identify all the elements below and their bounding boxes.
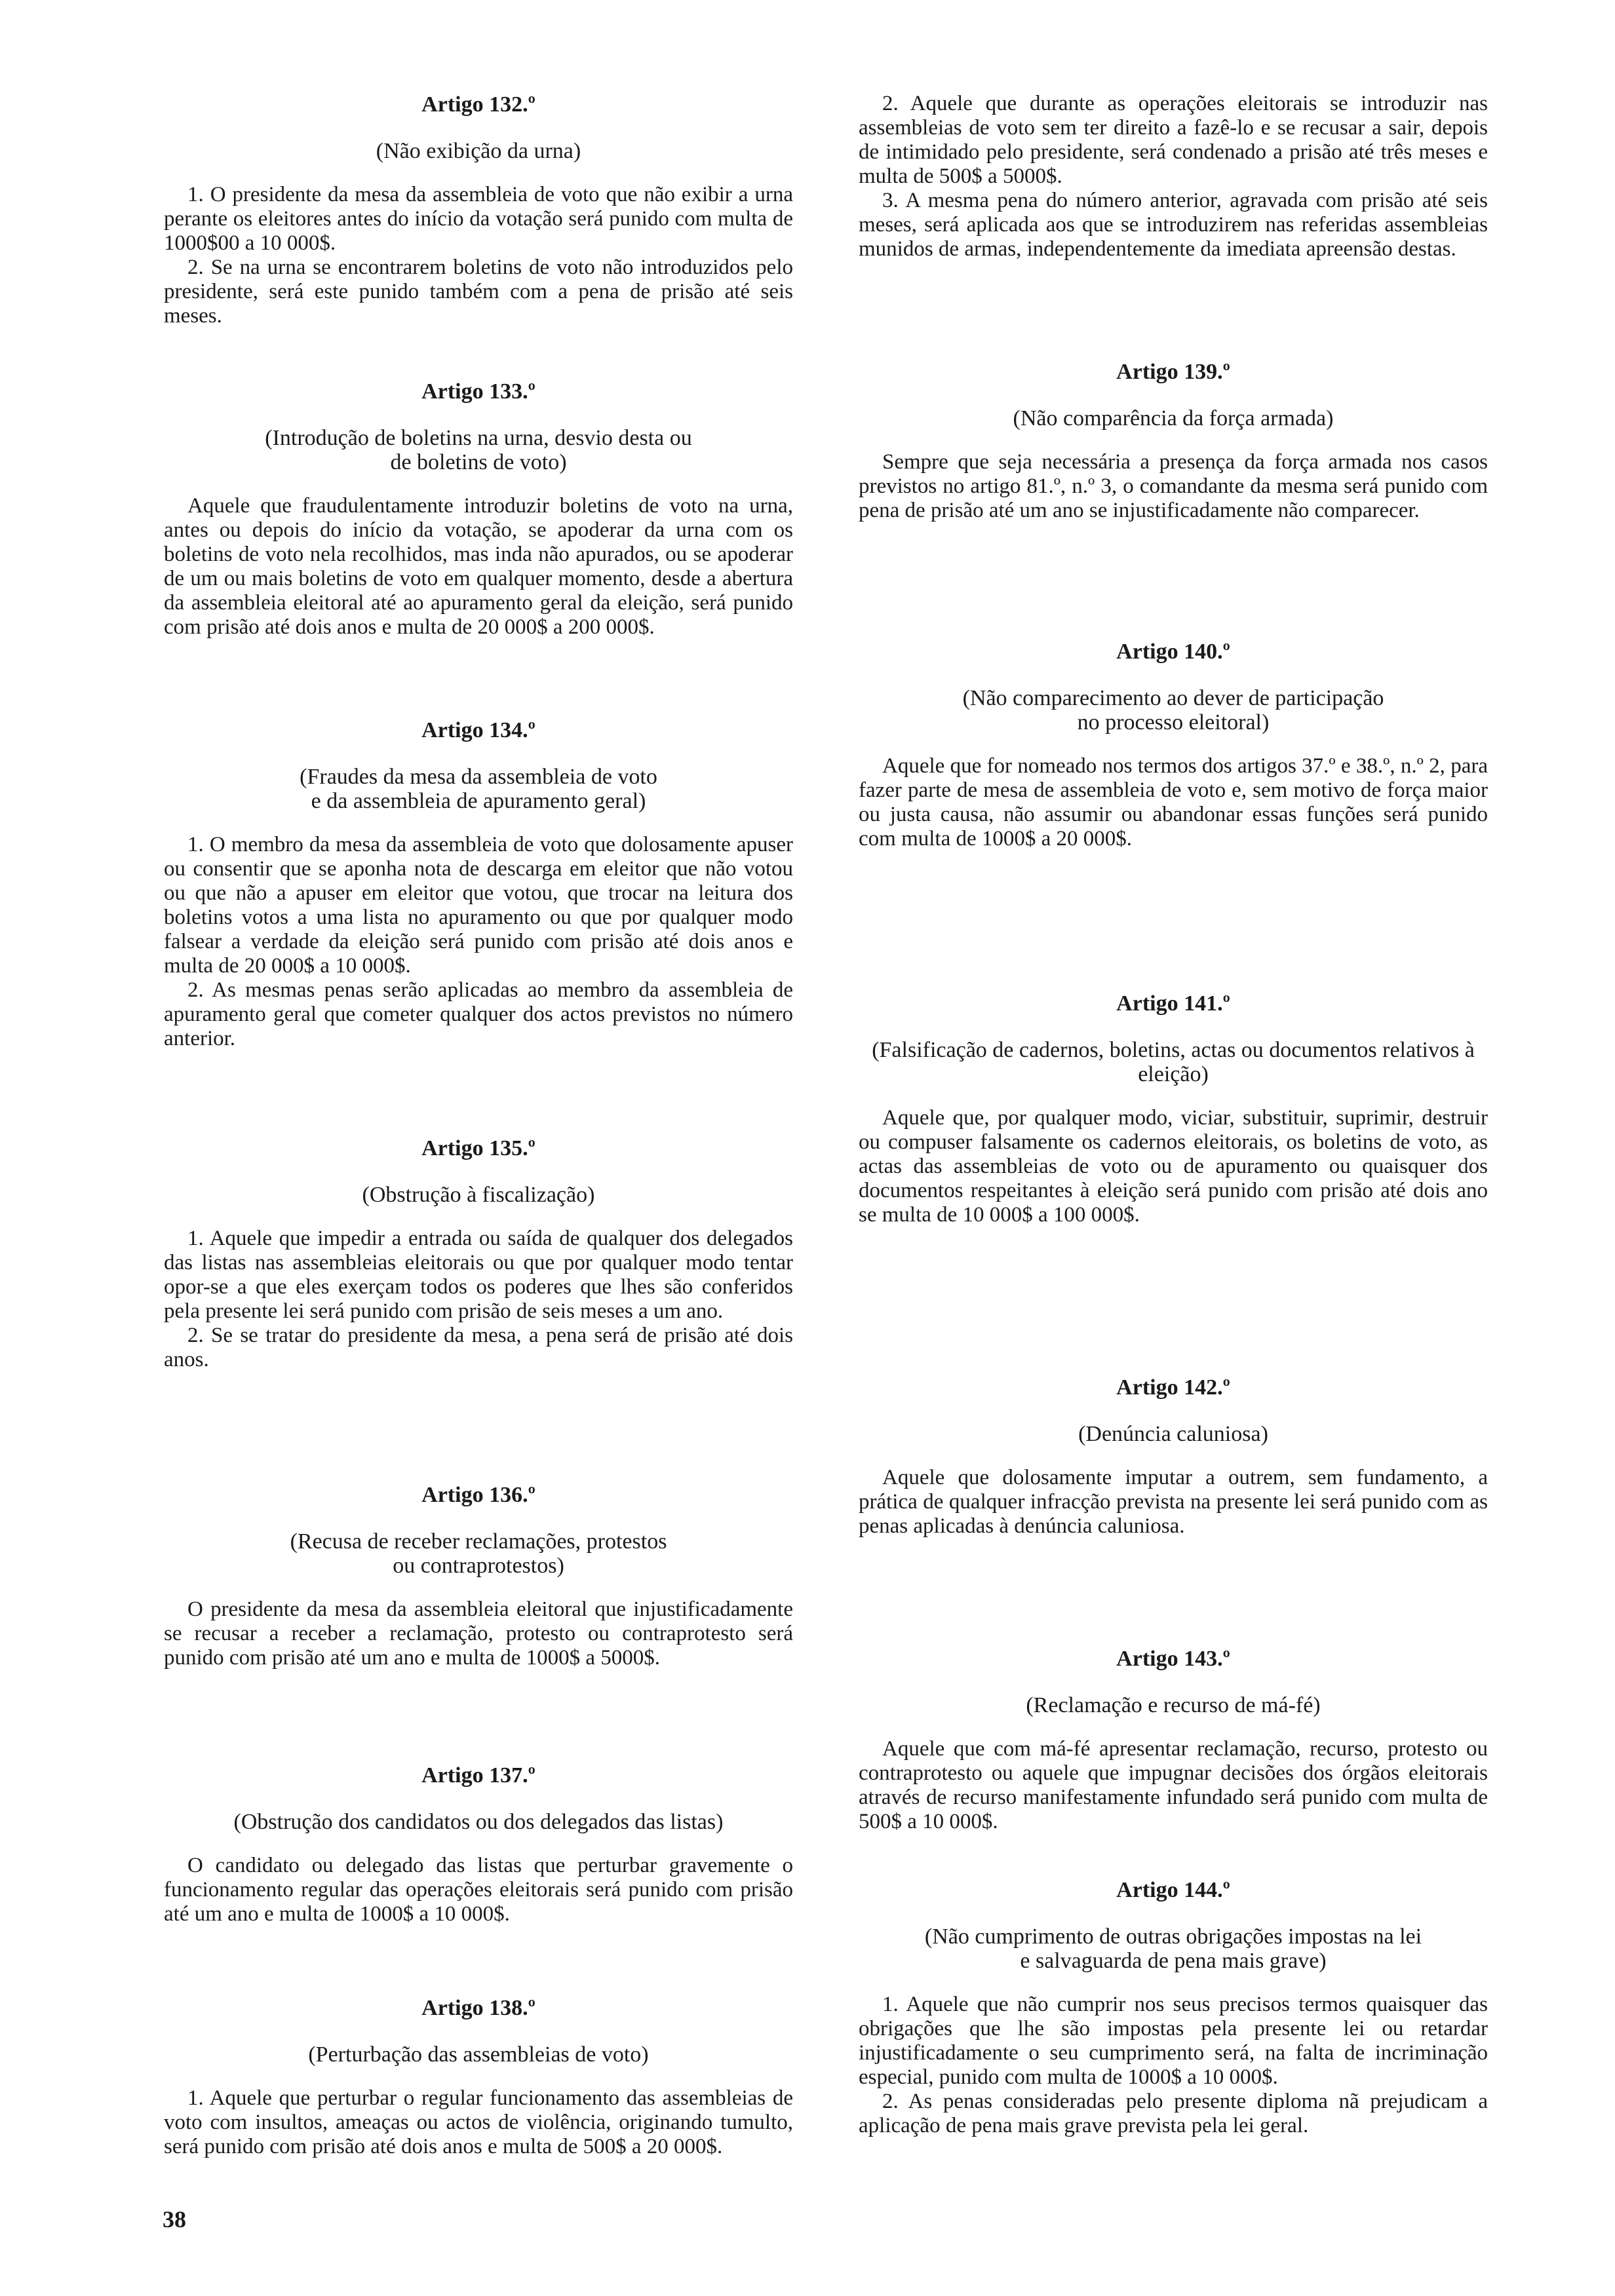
article-139: [859, 359, 1488, 523]
article-140: [859, 639, 1488, 851]
article-subtitle: (Denúncia caluniosa): [1078, 1422, 1268, 1446]
article-subtitle: (Perturbação das assembleias de voto): [308, 2042, 649, 2067]
article-title: Artigo 134.º: [421, 718, 535, 742]
paragraph: 2. As penas consideradas pelo presente diploma nã prejudicam a aplicação de pena mais grave prevista pela lei geral.: [859, 2090, 1488, 2137]
article-subtitle: (Não cumprimento de outras obrigações impostas na lei e salvaguarda de pena mais grave): [924, 1924, 1422, 1973]
article-title: Artigo 141.º: [1116, 991, 1230, 1016]
article-body: [164, 1598, 793, 1670]
article-138: [164, 1995, 793, 2159]
article-title: Artigo 135.º: [421, 1136, 535, 1160]
article-subtitle: (Fraudes da mesa da assembleia de voto e da assembleia de apuramento geral): [300, 765, 657, 813]
article-132: [164, 92, 793, 328]
paragraph: Aquele que com má-fé apresentar reclamação, recurso, protesto ou contraprotesto ou aquele que impugnar decisões dos órgãos eleitorais através de recurso manifestamente infundado será punido com multa de 500$ a 10 000$.: [859, 1737, 1488, 1833]
article-title: Artigo 137.º: [421, 1763, 535, 1788]
article-title: Artigo 138.º: [421, 1996, 535, 2020]
article-body: [164, 833, 793, 1051]
paragraph: 2. Se se tratar do presidente da mesa, a pena será de prisão até dois anos.: [164, 1324, 793, 1371]
paragraph: 1. Aquele que não cumprir nos seus precisos termos quaisquer das obrigações que lhe são impostas pela presente lei ou retardar injustificadamente o seu cumprimento será, na falta de incriminação especial, punido com multa de 1000$ a 10 000$.: [859, 1993, 1488, 2089]
page-number: 38: [163, 2206, 186, 2232]
paragraph: 1. Aquele que impedir a entrada ou saída de qualquer dos delegados das listas nas assembleias eleitorais ou que por qualquer modo tentar opor-se a que eles exerçam todos os poderes que lhes são conferidos pela presente lei será punido com prisão de seis meses a um ano.: [164, 1227, 793, 1323]
article-body: [859, 1737, 1488, 1834]
article-body: [164, 2086, 793, 2159]
article-subtitle: (Obstrução dos candidatos ou dos delegados das listas): [233, 1810, 724, 1834]
paragraph: O presidente da mesa da assembleia eleitoral que injustificadamente se recusar a receber a reclamação, protesto ou contraprotesto será punido com prisão até um ano e multa de 1000$ a 5000$.: [164, 1598, 793, 1670]
paragraph: 2. Se na urna se encontrarem boletins de voto não introduzidos pelo presidente, será este punido também com a pena de prisão até seis meses.: [164, 256, 793, 328]
article-subtitle: (Introdução de boletins na urna, desvio desta ou de boletins de voto): [265, 426, 692, 474]
paragraph: 1. Aquele que perturbar o regular funcionamento das assembleias de voto com insultos, ameaças ou actos de violência, originando tumulto, será punido com prisão até dois anos e multa de 500$ a 20 000$.: [164, 2086, 793, 2158]
article-subtitle: (Reclamação e recurso de má-fé): [1026, 1693, 1321, 1717]
article-body: [164, 1227, 793, 1372]
article-subtitle: (Falsificação de cadernos, boletins, actas ou documentos relativos à eleição): [872, 1038, 1475, 1086]
article-133: [164, 379, 793, 640]
paragraph: Sempre que seja necessária a presença da força armada nos casos previstos no artigo 81.º, n.º 3, o comandante da mesma será punido com pena de prisão até um ano se injustificadamente não comparecer.: [859, 450, 1488, 522]
article-141: [859, 991, 1488, 1227]
article-144: [859, 1877, 1488, 2138]
paragraph: Aquele que dolosamente imputar a outrem, sem fundamento, a prática de qualquer infracção prevista na presente lei será punido com as penas aplicadas à denúncia caluniosa.: [859, 1466, 1488, 1538]
article-136: [164, 1482, 793, 1670]
paragraph: O candidato ou delegado das listas que perturbar gravemente o funcionamento regular das operações eleitorais será punido com prisão até um ano e multa de 1000$ a 10 000$.: [164, 1854, 793, 1926]
article-title: Artigo 136.º: [421, 1483, 535, 1507]
paragraph: Aquele que, por qualquer modo, viciar, substituir, suprimir, destruir ou compuser falsamente os cadernos eleitorais, os boletins de voto, as actas das assembleias de voto ou de apuramento ou quaisquer dos documentos respeitantes à eleição será punido com prisão até dois ano se multa de 10 000$ a 100 000$.: [859, 1106, 1488, 1227]
article-subtitle: (Não comparência da força armada): [1013, 406, 1334, 430]
article-body: [859, 92, 1488, 261]
article-body: [859, 754, 1488, 851]
article-title: Artigo 139.º: [1116, 360, 1230, 384]
article-body: [164, 494, 793, 640]
article-body: [859, 1106, 1488, 1227]
article-subtitle: (Não exibição da urna): [376, 139, 581, 163]
paragraph: 2. Aquele que durante as operações eleitorais se introduzir nas assembleias de voto sem ter direito a fazê-lo e se recusar a sair, depois de intimidado pelo presidente, será condenado a prisão até três meses e multa de 500$ a 5000$.: [859, 92, 1488, 188]
article-body: [164, 1854, 793, 1926]
article-title: Artigo 132.º: [421, 92, 535, 117]
paragraph: 1. O presidente da mesa da assembleia de voto que não exibir a urna perante os eleitores antes do início da votação será punido com multa de 1000$00 a 10 000$.: [164, 183, 793, 255]
article-body: [859, 1993, 1488, 2138]
article-title: Artigo 142.º: [1116, 1375, 1230, 1400]
paragraph: 2. As mesmas penas serão aplicadas ao membro da assembleia de apuramento geral que cometer qualquer dos actos previstos no número anterior.: [164, 978, 793, 1050]
article-subtitle: (Obstrução à fiscalização): [362, 1183, 595, 1207]
article-137: [164, 1763, 793, 1926]
article-title: Artigo 143.º: [1116, 1647, 1230, 1671]
article-body: [859, 1466, 1488, 1539]
article-title: Artigo 144.º: [1116, 1878, 1230, 1902]
article-142: [859, 1375, 1488, 1539]
article-134: [164, 718, 793, 1051]
paragraph: Aquele que fraudulentamente introduzir boletins de voto na urna, antes ou depois do início da votação, se apoderar da urna com os boletins de voto nela recolhidos, mas inda não apurados, ou se apoderar de um ou mais boletins de voto em qualquer momento, desde a abertura da assembleia eleitoral até ao apuramento geral da eleição, será punido com prisão até dois anos e multa de 20 000$ a 200 000$.: [164, 494, 793, 639]
article-body: [164, 183, 793, 328]
paragraph: 3. A mesma pena do número anterior, agravada com prisão até seis meses, será aplicada aos que se introduzirem nas referidas assembleias munidos de armas, independentemente da imediata apreensão destas.: [859, 189, 1488, 261]
article-subtitle: (Recusa de receber reclamações, protestos ou contraprotestos): [290, 1529, 667, 1578]
paragraph: Aquele que for nomeado nos termos dos artigos 37.º e 38.º, n.º 2, para fazer parte de mesa de assembleia de voto e, sem motivo de força maior ou justa causa, não assumir ou abandonar essas funções será punido com multa de 1000$ a 20 000$.: [859, 754, 1488, 851]
article-title: Artigo 133.º: [421, 379, 535, 404]
article-title: Artigo 140.º: [1116, 640, 1230, 664]
paragraph: 1. O membro da mesa da assembleia de voto que dolosamente apuser ou consentir que se aponha nota de descarga em eleitor que não votou ou que não a apuser em eleitor que votou, que trocar na leitura dos boletins votos a uma lista no apuramento ou que por qualquer modo falsear a verdade da eleição será punido com prisão até dois anos e multa de 20 000$ a 10 000$.: [164, 833, 793, 978]
article-body: [859, 450, 1488, 523]
article-143: [859, 1646, 1488, 1834]
article-135: [164, 1136, 793, 1372]
article-subtitle: (Não comparecimento ao dever de participação no processo eleitoral): [962, 686, 1384, 735]
article-138-continued: [859, 92, 1488, 261]
